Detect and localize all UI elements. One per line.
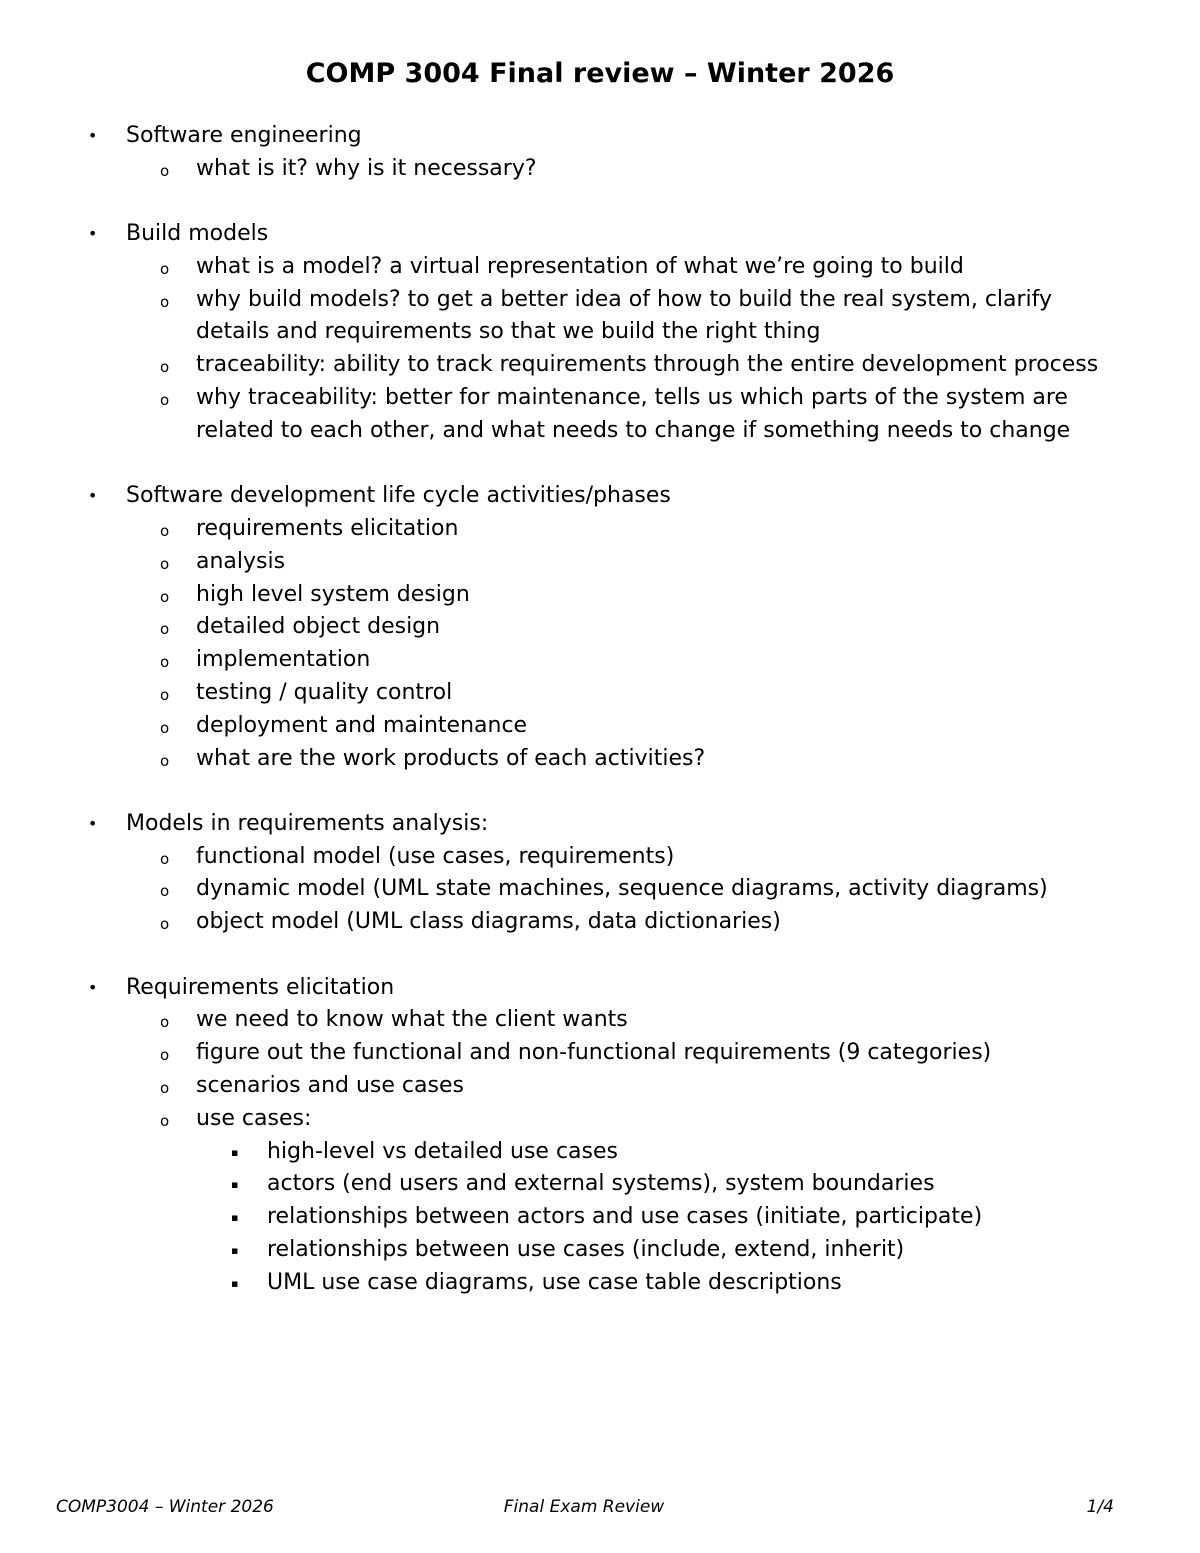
- hollow-bullet-icon: o: [160, 882, 170, 901]
- list-item-text: why build models? to get a better idea of how to build the real system, clarify details and requirements so that we build the right thing: [196, 286, 1053, 345]
- section-heading-text: Models in requirements analysis:: [126, 810, 489, 836]
- list-item: [0, 743, 1200, 776]
- bullet-icon: •: [88, 977, 98, 997]
- list-item: [0, 710, 1200, 743]
- section-heading: [0, 218, 1200, 251]
- list-item: [0, 382, 1126, 448]
- list-item-text: traceability: ability to track requirements through the entire development process: [196, 352, 1099, 378]
- sub-list-item-text: high-level vs detailed use cases: [267, 1138, 618, 1164]
- list-item-text: implementation: [196, 647, 371, 673]
- section-heading: [0, 120, 1200, 153]
- section-build-models: [0, 218, 1200, 448]
- list-item: [0, 1070, 1200, 1103]
- sub-list-item-text: UML use case diagrams, use case table descriptions: [267, 1269, 842, 1295]
- section-requirements-elicitation: [0, 972, 1200, 1300]
- list-item: [0, 1004, 1200, 1037]
- list-item-text: dynamic model (UML state machines, sequence diagrams, activity diagrams): [196, 876, 1048, 902]
- list-item-text: we need to know what the client wants: [196, 1007, 628, 1033]
- list-item: [0, 579, 1200, 612]
- hollow-bullet-icon: o: [160, 587, 170, 606]
- hollow-bullet-icon: o: [160, 521, 170, 540]
- section-heading: [0, 972, 1200, 1005]
- hollow-bullet-icon: o: [160, 685, 170, 704]
- list-item-text: figure out the functional and non-functional requirements (9 categories): [196, 1040, 992, 1066]
- sub-list-item-text: relationships between actors and use cases (initiate, participate): [267, 1204, 983, 1230]
- page-title: COMP 3004 Final review – Winter 2026: [305, 58, 895, 89]
- square-bullet-icon: ▪: [231, 1276, 239, 1290]
- hollow-bullet-icon: o: [160, 259, 170, 278]
- list-item: [0, 1103, 1200, 1136]
- list-item-text: deployment and maintenance: [196, 712, 528, 738]
- section-requirements-analysis-models: [0, 808, 1200, 939]
- section-sdlc-phases: [0, 480, 1200, 775]
- list-item: [0, 251, 1200, 284]
- section-software-engineering: [0, 120, 1200, 186]
- list-item: [0, 284, 1126, 350]
- section-heading-text: Build models: [126, 221, 269, 247]
- hollow-bullet-icon: o: [160, 751, 170, 770]
- section-heading-text: Software engineering: [126, 123, 362, 148]
- list-item: [0, 841, 1200, 874]
- list-item-text: testing / quality control: [196, 679, 453, 705]
- hollow-bullet-icon: o: [160, 1013, 170, 1032]
- sub-list-item: [0, 1201, 1200, 1234]
- list-item-text: what is a model? a virtual representation of what we’re going to build: [196, 253, 964, 279]
- hollow-bullet-icon: o: [160, 653, 170, 672]
- section-heading-text: Software development life cycle activities/phases: [126, 483, 671, 509]
- hollow-bullet-icon: o: [160, 292, 170, 311]
- list-item: [0, 513, 1200, 546]
- footer-doc-title: Final Exam Review: [503, 1497, 665, 1517]
- bullet-icon: •: [88, 813, 98, 833]
- list-item-text: scenarios and use cases: [196, 1072, 464, 1098]
- list-item-text: detailed object design: [196, 614, 441, 640]
- section-heading: [0, 808, 1200, 841]
- square-bullet-icon: ▪: [231, 1145, 239, 1159]
- square-bullet-icon: ▪: [231, 1243, 239, 1257]
- list-item: [0, 906, 1200, 939]
- square-bullet-icon: ▪: [231, 1211, 239, 1225]
- bullet-icon: •: [88, 126, 98, 145]
- hollow-bullet-icon: o: [160, 1111, 170, 1130]
- review-outline: [0, 120, 1200, 1332]
- sub-list-item: [0, 1234, 1200, 1267]
- list-item-text: functional model (use cases, requirements): [196, 843, 675, 869]
- section-heading: [0, 480, 1200, 513]
- list-item: [0, 611, 1200, 644]
- hollow-bullet-icon: o: [160, 161, 170, 180]
- hollow-bullet-icon: o: [160, 620, 170, 639]
- bullet-icon: •: [88, 486, 98, 506]
- hollow-bullet-icon: o: [160, 1078, 170, 1097]
- hollow-bullet-icon: o: [160, 915, 170, 934]
- list-item-text: high level system design: [196, 581, 470, 607]
- hollow-bullet-icon: o: [160, 554, 170, 573]
- list-item-text: requirements elicitation: [196, 515, 459, 541]
- hollow-bullet-icon: o: [160, 391, 170, 410]
- list-item: [0, 546, 1200, 579]
- list-item-text: use cases:: [196, 1105, 312, 1131]
- list-item: [0, 153, 1200, 186]
- list-item-text: analysis: [196, 548, 286, 574]
- list-item-text: what is it? why is it necessary?: [196, 155, 537, 181]
- hollow-bullet-icon: o: [160, 849, 170, 868]
- list-item: [0, 349, 1126, 382]
- list-item: [0, 873, 1200, 906]
- square-bullet-icon: ▪: [231, 1178, 239, 1192]
- footer-page-number: 1/4: [1086, 1497, 1114, 1517]
- sub-list-item-text: relationships between use cases (include, extend, inherit): [267, 1236, 905, 1262]
- list-item-text: what are the work products of each activities?: [196, 745, 706, 771]
- hollow-bullet-icon: o: [160, 718, 170, 737]
- page-footer: [0, 1494, 1200, 1520]
- list-item: [0, 1037, 1200, 1070]
- hollow-bullet-icon: o: [160, 358, 170, 377]
- sub-list-item: [0, 1136, 1200, 1169]
- hollow-bullet-icon: o: [160, 1046, 170, 1065]
- list-item: [0, 677, 1200, 710]
- sub-list-item-text: actors (end users and external systems), system boundaries: [267, 1171, 935, 1197]
- bullet-icon: •: [88, 224, 98, 244]
- sub-list-item: [0, 1168, 1200, 1201]
- section-heading-text: Requirements elicitation: [126, 974, 395, 1000]
- footer-course: COMP3004 – Winter 2026: [56, 1497, 274, 1517]
- list-item-text: why traceability: better for maintenance, tells us which parts of the system are related to each other, and what needs to change if something needs to change: [196, 385, 1071, 443]
- sub-list-item: [0, 1267, 1200, 1300]
- list-item-text: object model (UML class diagrams, data dictionaries): [196, 909, 781, 935]
- list-item: [0, 644, 1200, 677]
